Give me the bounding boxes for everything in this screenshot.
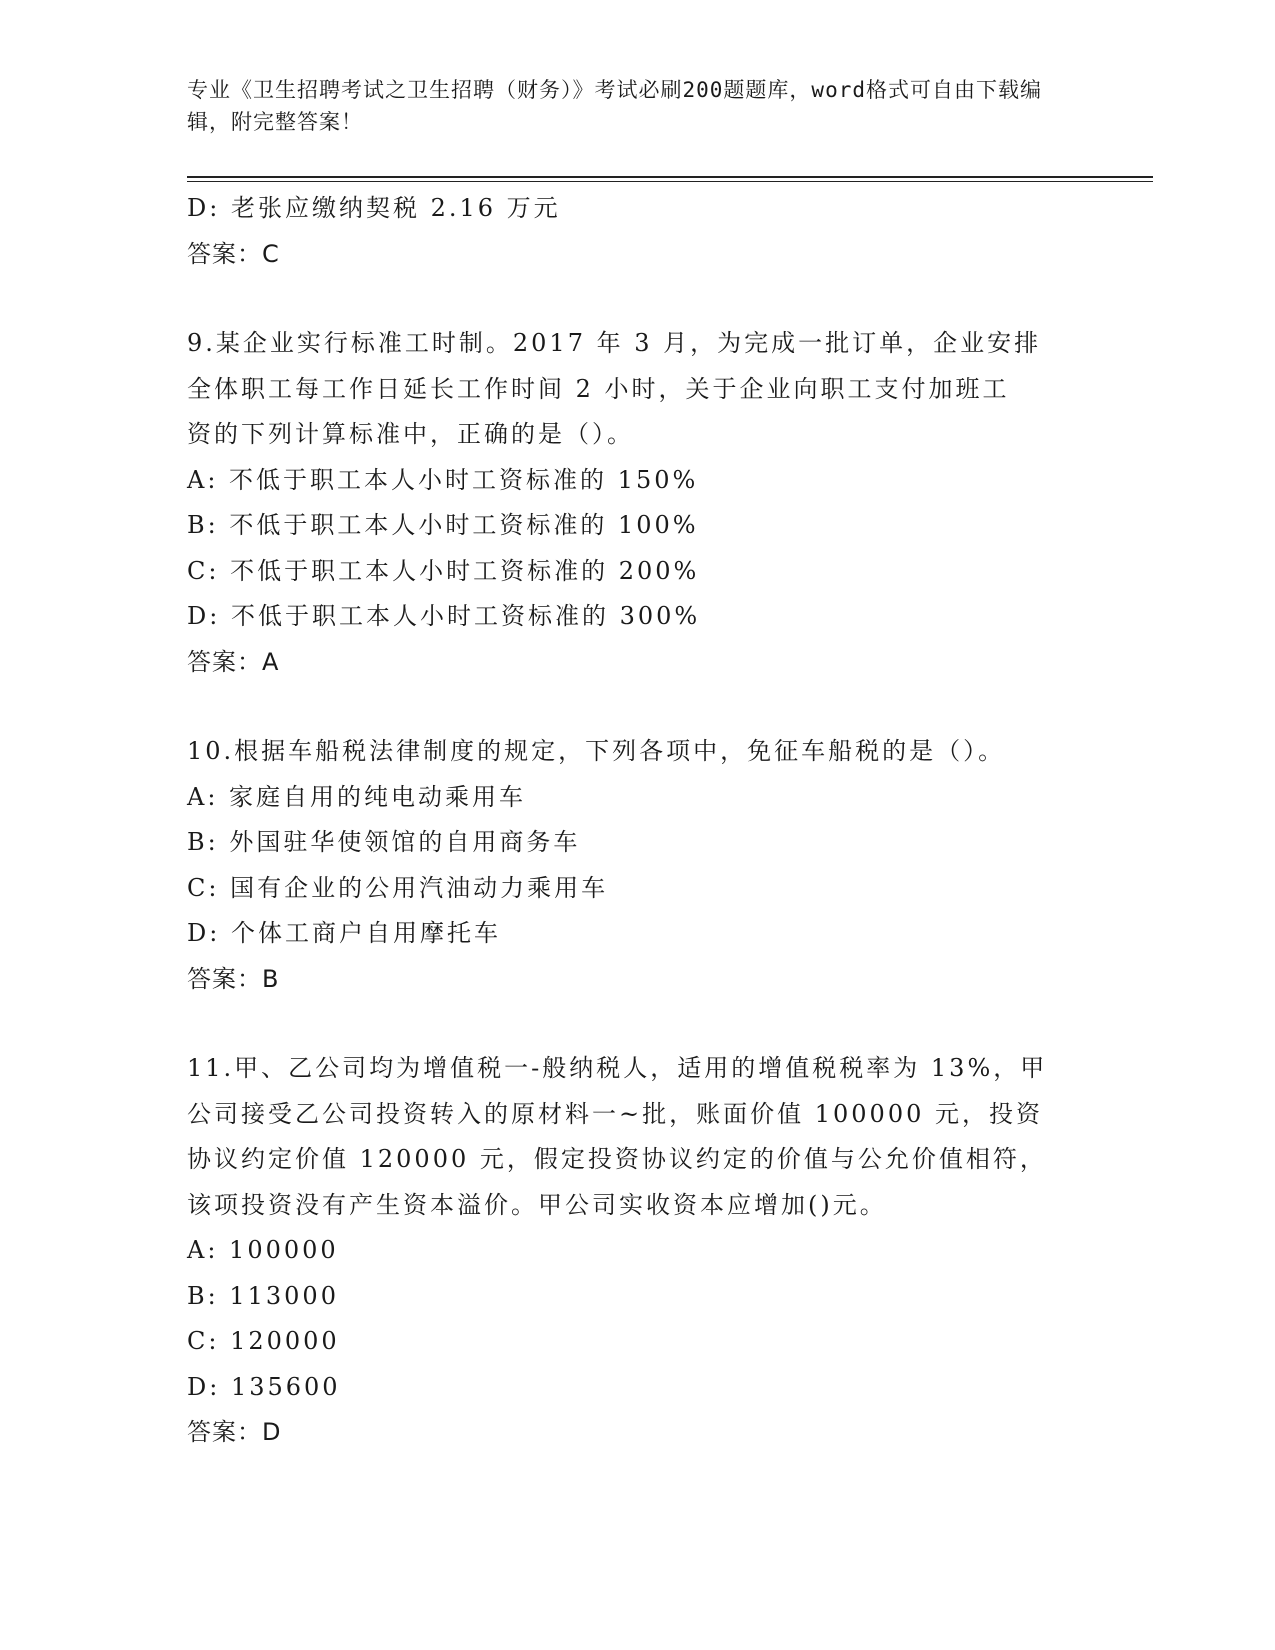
answer-line: 答案：A [187,647,280,676]
option-d: D: 不低于职工本人小时工资标准的 300% [187,602,701,630]
option-d: D: 135600 [187,1372,341,1401]
option-b: B: 113000 [187,1281,339,1310]
document-body [187,186,1087,1456]
question-stem-line: 全体职工每工作日延长工作时间 2 小时，关于企业向职工支付加班工 [187,374,1010,403]
header-divider-thick [187,176,1153,178]
question-stem-line: 资的下列计算标准中，正确的是（）。 [187,420,634,448]
question-stem-line: 公司接受乙公司投资转入的原材料一~批，账面价值 100000 元，投资 [187,1099,1043,1128]
question-10 [187,729,1087,1002]
option-b: B: 不低于职工本人小时工资标准的 100% [187,511,699,539]
question-stem-line: 11.甲、乙公司均为增值税一-般纳税人，适用的增值税税率为 13%，甲 [187,1054,1048,1082]
option-c: C: 不低于职工本人小时工资标准的 200% [187,556,700,585]
previous-question-fragment [187,186,1087,277]
question-9 [187,321,1087,685]
spacer [187,1002,1087,1046]
option-c: C: 国有企业的公用汽油动力乘用车 [187,873,609,902]
option-c: C: 120000 [187,1327,340,1355]
option-d: D: 老张应缴纳契税 2.16 万元 [187,194,561,222]
spacer [187,685,1087,729]
question-stem-line: 协议约定价值 120000 元，假定投资协议约定的价值与公允价值相符， [187,1145,1047,1173]
option-a: A: 100000 [187,1236,339,1264]
answer-line: 答案：B [187,964,280,993]
option-b: B: 外国驻华使领馆的自用商务车 [187,828,581,856]
answer-line: 答案：C [187,239,280,268]
question-stem-line: 9.某企业实行标准工时制。2017 年 3 月，为完成一批订单，企业安排 [187,329,1042,357]
option-a: A: 不低于职工本人小时工资标准的 150% [187,465,699,494]
answer-line: 答案：D [187,1418,282,1446]
document-header: 专业《卫生招聘考试之卫生招聘（财务）》考试必刷200题题库，word格式可自由下载编辑，附完整答案！ [187,78,1042,134]
option-a: A: 家庭自用的纯电动乘用车 [187,782,527,811]
question-stem-line: 该项投资没有产生资本溢价。甲公司实收资本应增加()元。 [187,1190,887,1219]
option-d: D: 个体工商户自用摩托车 [187,919,501,947]
header-divider-thin [187,181,1153,182]
question-11 [187,1046,1087,1456]
spacer [187,277,1087,321]
question-stem-line: 10.根据车船税法律制度的规定，下列各项中，免征车船税的是（）。 [187,737,1006,765]
